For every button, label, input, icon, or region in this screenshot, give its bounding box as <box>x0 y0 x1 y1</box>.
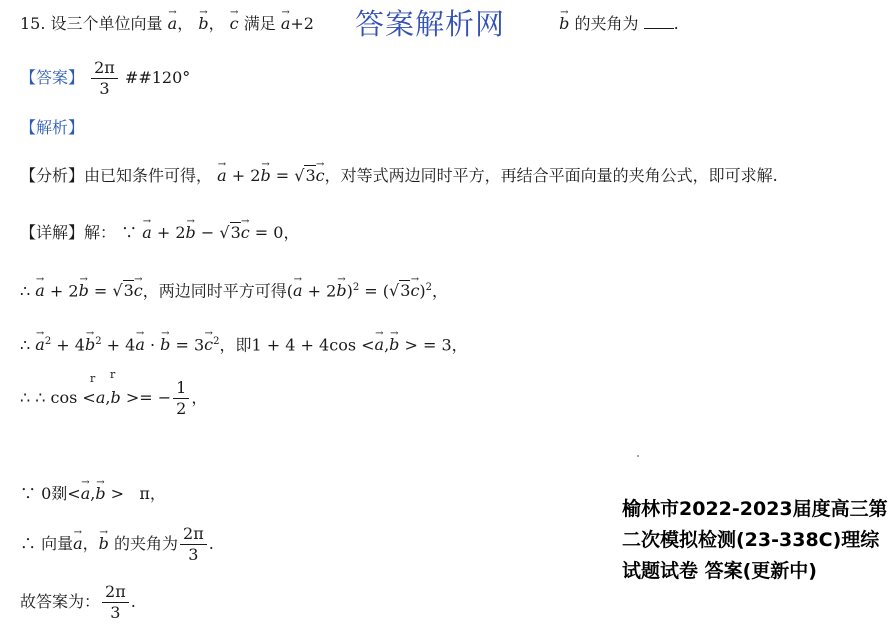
step4-line: ∵ 0剟<→ a,→ b > π， <box>20 482 166 506</box>
step2-line: ∴ → $a^2 + 4\to b^2 + 4\to a$ · → $b = 3\to c^2$，即1 + 4 + 4cos <→ a,→ b > = 3， <box>20 330 468 357</box>
question-line: 15. 设三个单位向量 → a， → b， → c 满足 → a+2 → b 的夹角为 . <box>20 12 679 36</box>
analysis-label: 【解析】 <box>20 118 85 137</box>
step5-fraction: $\frac{2\pi}{3}$ <box>180 524 207 565</box>
question-number: 15. <box>20 14 46 33</box>
answer-suffix: ##120° <box>124 68 191 87</box>
vector-a: → a <box>168 12 178 36</box>
step3-line: ∴ ∴ cos <a,b >= − $\frac{1}{2}$ ， <box>20 378 208 418</box>
fenxi-label: 【分析】 <box>20 166 85 185</box>
xiangjie-line: 【详解】解： ∵ → a + 2→ b − √3→ c = 0， <box>20 221 299 245</box>
answer-label: 【答案】 <box>20 68 85 87</box>
answer-line <box>20 56 190 100</box>
step6-fraction: $\frac{2\pi}{3}$ <box>102 582 129 623</box>
question-text-d: 的夹角为 <box>574 14 639 33</box>
step6-line: 故答案为： $\frac{2\pi}{3}$ . <box>20 582 136 622</box>
fenxi-line: 【分析】由已知条件可得， → a + 2→ b = √3→ c，对等式两边同时平方，再结合平面向量的夹角公式，即可求解. <box>20 164 778 188</box>
side-title[interactable]: 榆林市2022-2023届度高三第二次模拟检测(23-338C)理综试题试卷 答案(更新中) <box>622 498 888 582</box>
vector-c: → c <box>230 12 239 36</box>
step1-line: ∴ → a + 2→ b = √3→ c，两边同时平方可得(→ $a + 2\to b)^2 = (√3\to c)^2$， <box>20 276 448 303</box>
step5-line: ∴ 向量→ a，→ b 的夹角为 $\frac{2\pi}{3}$ . <box>20 522 214 566</box>
question-text-a: 设三个单位向量 <box>50 14 163 33</box>
xiangjie-label: 【详解】 <box>20 223 85 242</box>
answer-fraction: $\frac{2\pi}{3}$ <box>91 58 118 99</box>
question-text-b: 满足 <box>243 14 276 33</box>
dot <box>637 455 639 457</box>
step3-fraction: $\frac{1}{2}$ <box>173 378 189 419</box>
vector-b: → b <box>198 12 208 36</box>
answer-blank <box>644 14 674 29</box>
watermark: 答案解析网 <box>355 7 506 41</box>
